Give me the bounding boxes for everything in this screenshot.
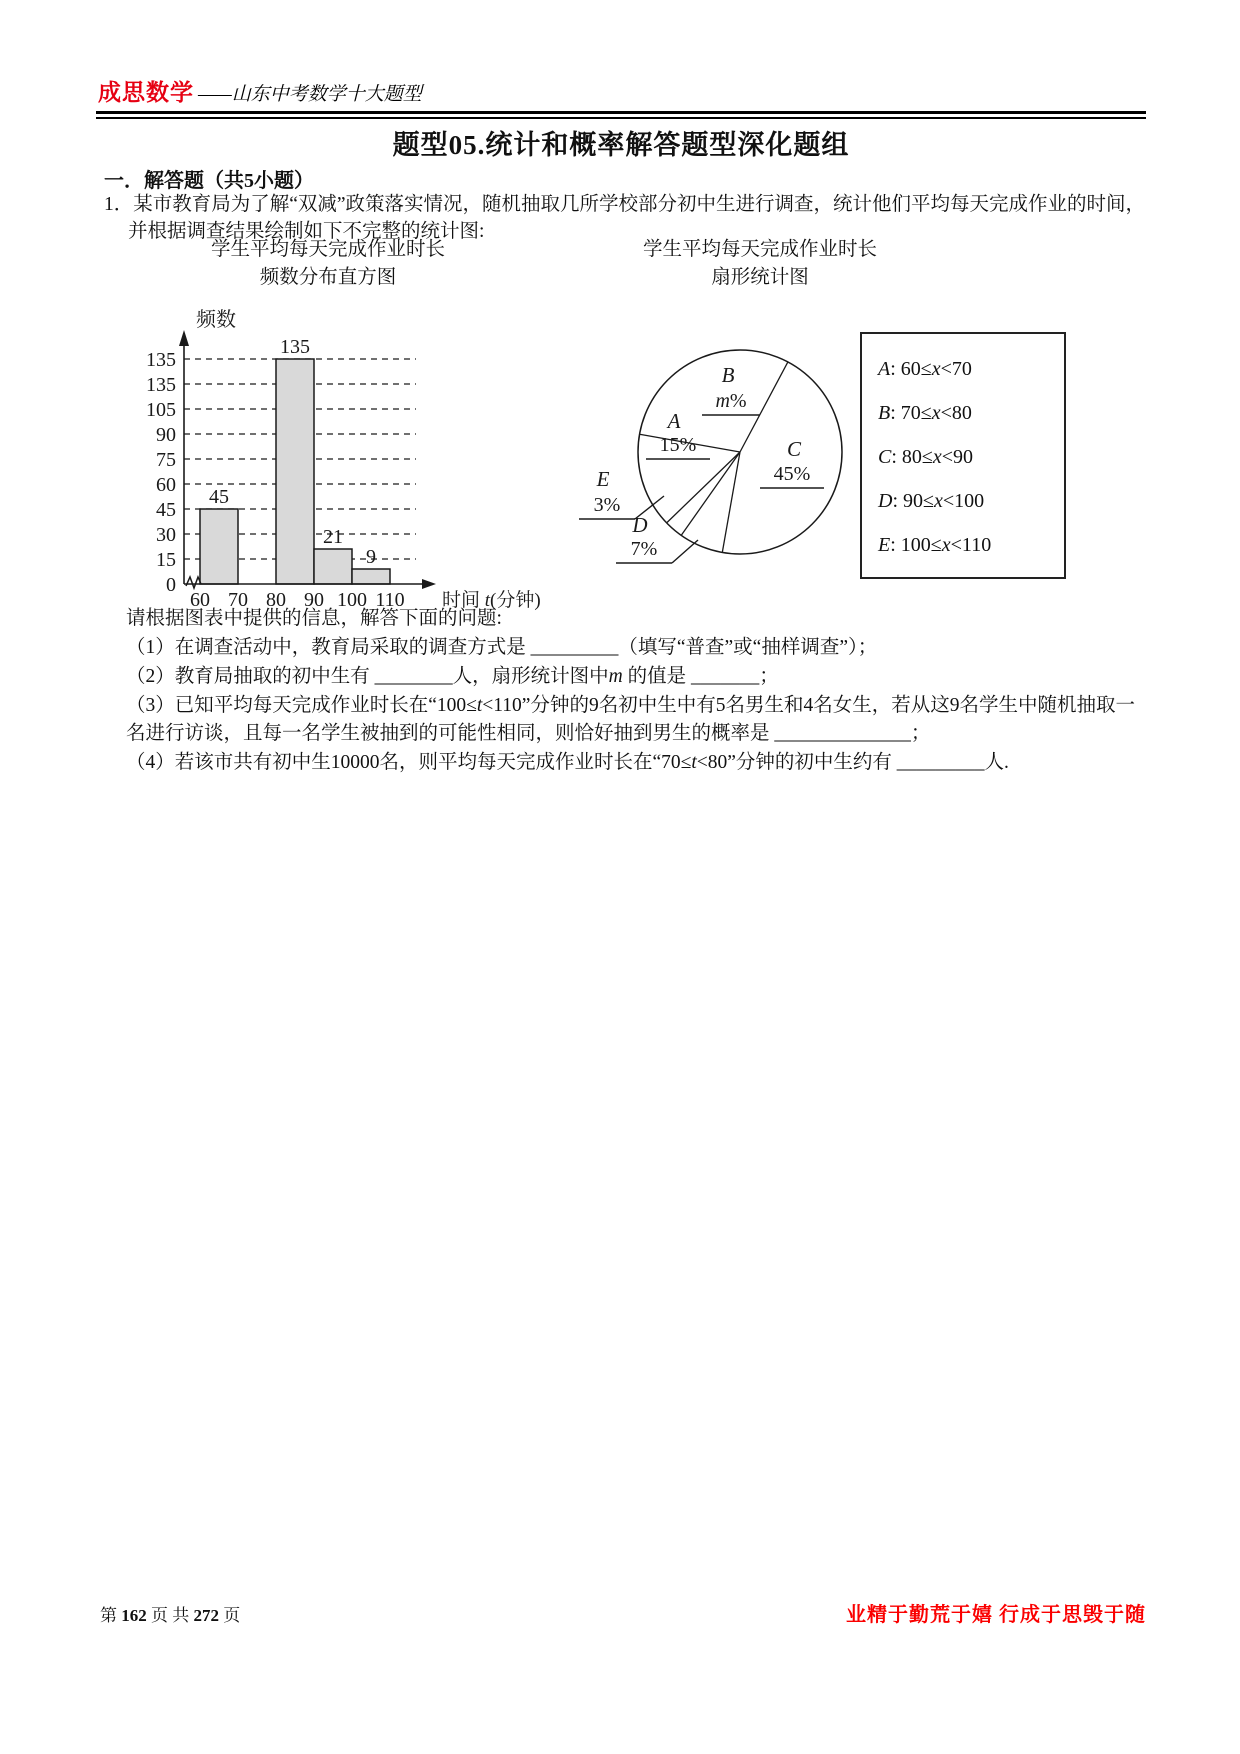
- svg-text:0: 0: [166, 574, 176, 596]
- legend-row: E: 100≤x<110: [878, 534, 992, 556]
- histogram-chart: [116, 292, 540, 629]
- footer: [100, 1598, 1146, 1627]
- questions-intro: 请根据图表中提供的信息，解答下面的问题:: [126, 608, 502, 629]
- svg-text:100: 100: [337, 589, 367, 611]
- histogram-title: [116, 236, 540, 292]
- legend-row: B: 70≤x<80: [878, 402, 972, 424]
- footer-motto: 业精于勤荒于嬉 行成于思毁于随: [846, 1604, 1146, 1626]
- legend-row: C: 80≤x<90: [878, 446, 974, 468]
- question-item-2: （2）教育局抽取的初中生有 ________人，扇形统计图中m 的值是 _______；: [126, 666, 779, 687]
- question-item-4: （4）若该市共有初中生10000名，则平均每天完成作业时长在“70≤t<80”分钟的初中生约有 _________人.: [126, 752, 1009, 773]
- pie-title-line1: 学生平均每天完成作业时长: [642, 239, 877, 260]
- question-item-3: （3）已知平均每天完成作业时长在“100≤t<110”分钟的9名初中生中有5名男生和4名女生，若从这9名学生中随机抽取一名进行访谈，且每一名学生被抽到的可能性相同，则恰好抽到男生的概率是 ______________；: [126, 695, 1135, 744]
- svg-text:A: A: [667, 409, 681, 433]
- svg-text:9: 9: [366, 546, 376, 568]
- svg-text:45: 45: [156, 499, 176, 521]
- svg-text:80: 80: [266, 589, 286, 611]
- svg-text:60: 60: [156, 474, 176, 496]
- svg-text:90: 90: [156, 424, 176, 446]
- svg-text:15%: 15%: [659, 434, 697, 456]
- svg-text:110: 110: [375, 589, 405, 611]
- svg-text:70: 70: [228, 589, 248, 611]
- brand-logo: 成思数学: [98, 79, 194, 105]
- svg-text:B: B: [721, 363, 735, 387]
- pie-block: [540, 236, 1160, 619]
- svg-text:60: 60: [190, 589, 210, 611]
- svg-text:时间 t(分钟): 时间 t(分钟): [442, 590, 541, 611]
- problem-line-2: 并根据调查结果绘制如下不完整的统计图:: [128, 221, 485, 242]
- page-title: 题型05.统计和概率解答题型深化题组: [392, 130, 850, 160]
- legend-row: A: 60≤x<70: [878, 358, 972, 380]
- legend-box: [860, 332, 1066, 579]
- svg-text:135: 135: [146, 374, 176, 396]
- histogram-block: [116, 236, 540, 629]
- histogram-title-line2: 频数分布直方图: [259, 267, 397, 288]
- header: [98, 74, 1148, 107]
- questions: [126, 604, 1150, 777]
- question-item-1: （1）在调查活动中，教育局采取的调查方式是 _________（填写“普查”或“抽样调查”）；: [126, 637, 878, 658]
- svg-text:7%: 7%: [630, 538, 658, 560]
- svg-text:21: 21: [323, 526, 343, 548]
- header-tagline: ——山东中考数学十大题型: [198, 84, 422, 105]
- header-divider: [96, 111, 1146, 119]
- section-heading: 一．解答题（共5小题）: [104, 170, 314, 192]
- pie-title: [540, 236, 980, 292]
- svg-text:30: 30: [156, 524, 176, 546]
- svg-text:105: 105: [146, 399, 176, 421]
- svg-text:E: E: [596, 467, 610, 491]
- svg-text:m%: m%: [715, 390, 747, 412]
- svg-text:45%: 45%: [773, 463, 811, 485]
- footer-page-number: 第 162 页 共 272 页: [100, 1606, 241, 1625]
- svg-text:75: 75: [156, 449, 176, 471]
- svg-text:45: 45: [209, 486, 229, 508]
- histogram-title-line1: 学生平均每天完成作业时长: [210, 239, 445, 260]
- svg-text:15: 15: [156, 549, 176, 571]
- problem-line-1: 1．某市教育局为了解“双减”政策落实情况，随机抽取几所学校部分初中生进行调查，统计他们平均每天完成作业的时间，: [104, 194, 1146, 215]
- svg-text:D: D: [632, 513, 648, 537]
- legend-row: D: 90≤x<100: [878, 490, 985, 512]
- svg-text:135: 135: [280, 336, 310, 358]
- svg-text:频数: 频数: [196, 309, 236, 331]
- svg-text:135: 135: [146, 349, 176, 371]
- svg-text:C: C: [786, 437, 802, 461]
- pie-chart: [540, 292, 1160, 619]
- svg-text:90: 90: [304, 589, 324, 611]
- svg-text:3%: 3%: [593, 494, 621, 516]
- pie-title-line2: 扇形统计图: [711, 267, 809, 288]
